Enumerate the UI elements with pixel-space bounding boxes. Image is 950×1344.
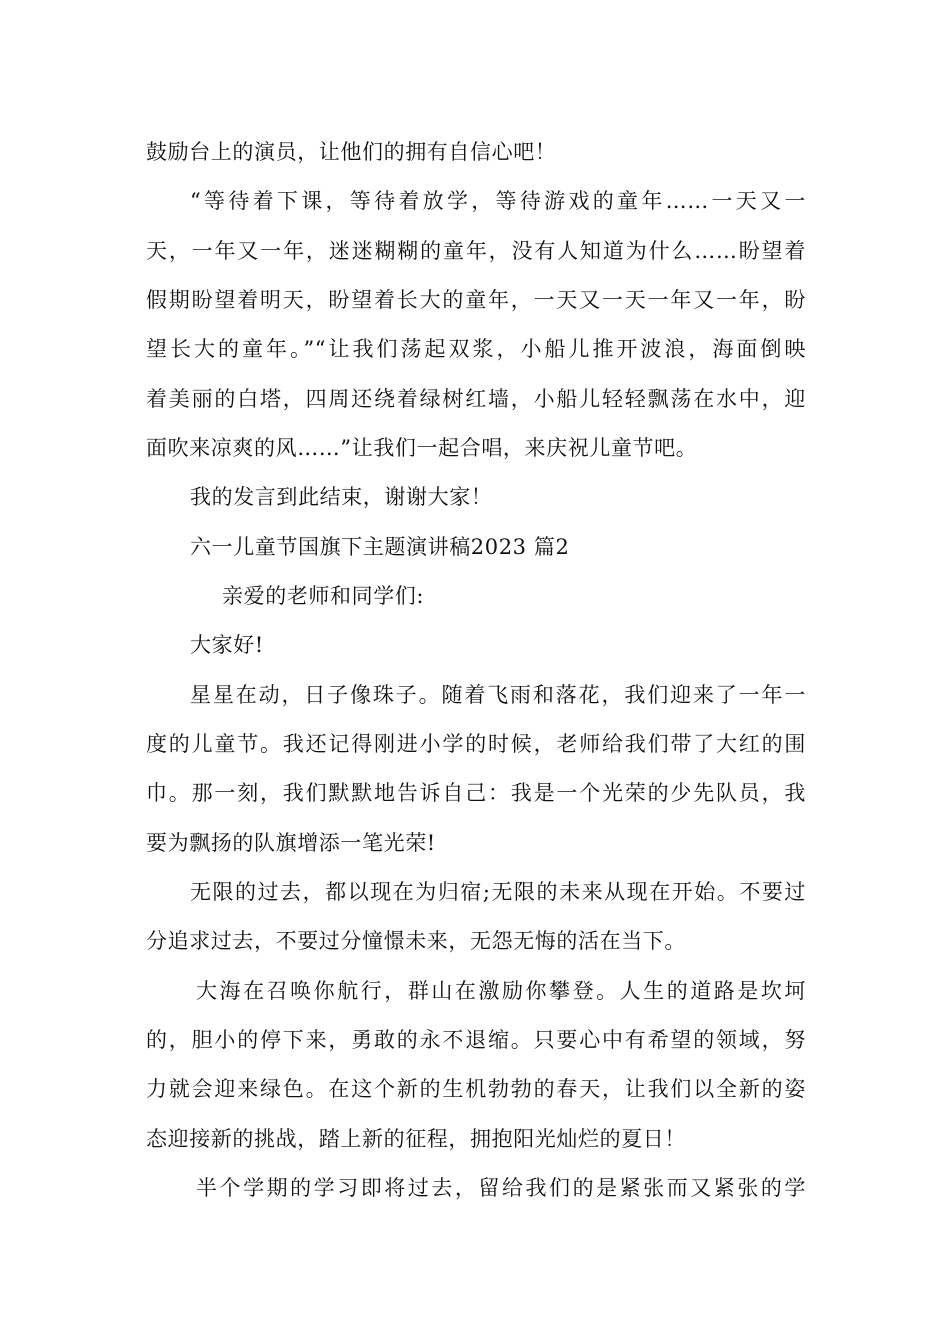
text-line: 着美丽的白塔，四周还绕着绿树红墙，小船儿轻轻飘荡在水中，迎: [146, 387, 806, 411]
text-line: 大海在召唤你航行，群山在激励你攀登。人生的道路是坎坷: [196, 979, 806, 1003]
greeting: 大家好!: [190, 633, 264, 657]
salutation: 亲爱的老师和同学们:: [222, 584, 425, 608]
text-line: 我的发言到此结束，谢谢大家！: [190, 485, 493, 509]
text-line: 度的儿童节。我还记得刚进小学的时候，老师给我们带了大红的围: [146, 732, 806, 756]
text-line: 要为飘扬的队旗增添一笔光荣!: [146, 831, 436, 855]
text-line: 天，一年又一年，迷迷糊糊的童年，没有人知道为什么……盼望着: [146, 239, 806, 263]
text-line: 力就会迎来绿色。在这个新的生机勃勃的春天，让我们以全新的姿: [146, 1077, 806, 1101]
text-line: 星星在动，日子像珠子。随着飞雨和落花，我们迎来了一年一: [190, 683, 806, 707]
text-line: 巾。那一刻，我们默默地告诉自己：我是一个光荣的少先队员，我: [146, 781, 806, 805]
text-line: 望长大的童年。”“让我们荡起双浆，小船儿推开波浪，海面倒映: [146, 337, 806, 361]
text-line: 的，胆小的停下来，勇敢的永不退缩。只要心中有希望的领域，努: [146, 1028, 806, 1052]
text-line: 鼓励台上的演员，让他们的拥有自信心吧！: [146, 140, 557, 164]
text-line: “等待着下课，等待着放学，等待游戏的童年……一天又一: [190, 189, 806, 213]
text-line: 态迎接新的挑战，踏上新的征程，拥抱阳光灿烂的夏日！: [146, 1127, 686, 1151]
text-line: 分追求过去，不要过分憧憬未来，无怨无悔的活在当下。: [146, 929, 686, 953]
text-line: 面吹来凉爽的风……”让我们一起合唱，来庆祝儿童节吧。: [146, 436, 698, 460]
text-line: 半个学期的学习即将过去，留给我们的是紧张而又紧张的学: [196, 1176, 806, 1200]
text-line: 无限的过去，都以现在为归宿;无限的未来从现在开始。不要过: [190, 880, 806, 904]
text-line: 假期盼望着明天，盼望着长大的童年，一天又一天一年又一年，盼: [146, 288, 806, 312]
section-heading: 六一儿童节国旗下主题演讲稿2023 篇2: [190, 535, 570, 559]
